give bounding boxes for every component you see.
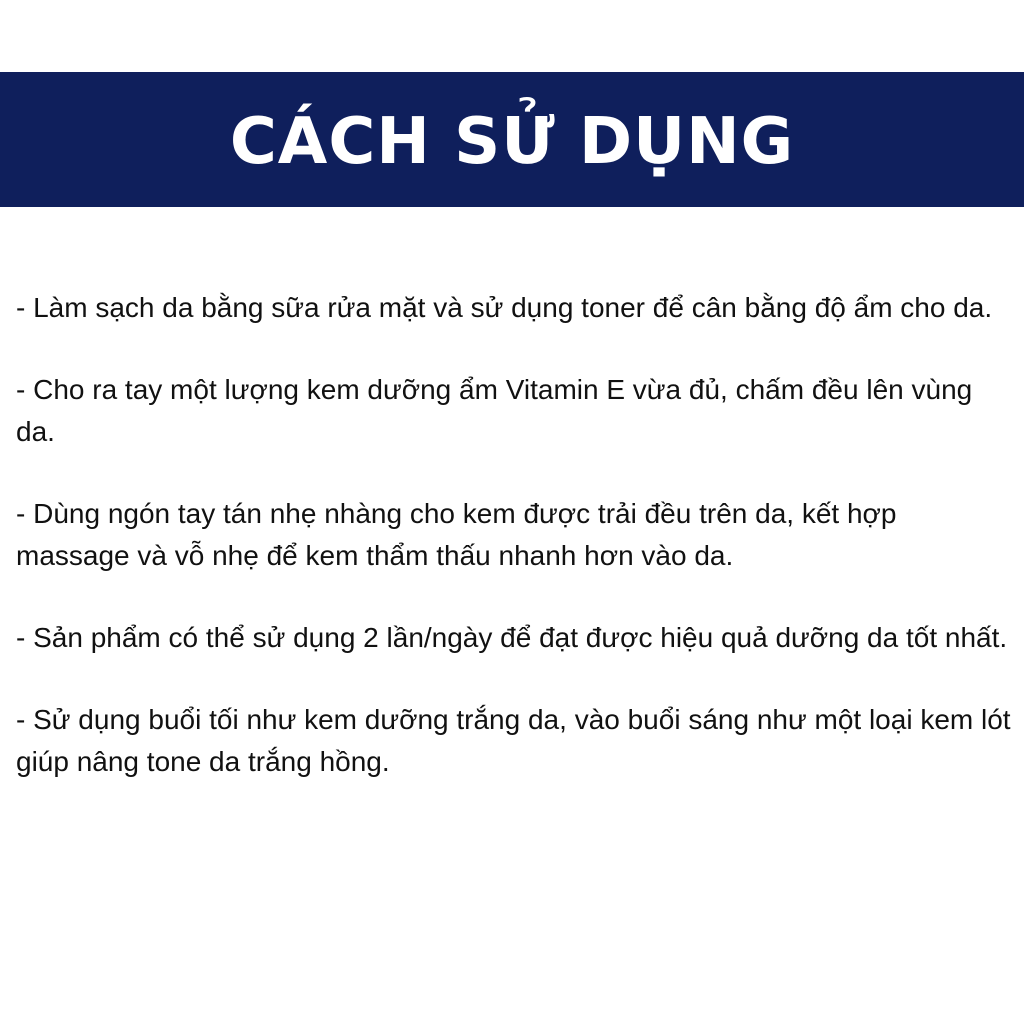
instruction-item-2: - Cho ra tay một lượng kem dưỡng ẩm Vitamin E vừa đủ, chấm đều lên vùng da. [16, 374, 973, 447]
instruction-item-4: - Sản phẩm có thể sử dụng 2 lần/ngày để đạt được hiệu quả dưỡng da tốt nhất. [16, 622, 1008, 653]
page-title: CÁCH SỬ DỤNG [229, 104, 795, 179]
header-banner [0, 72, 1024, 207]
instruction-item-3: - Dùng ngón tay tán nhẹ nhàng cho kem được trải đều trên da, kết hợp massage và vỗ nhẹ để kem thẩm thấu nhanh hơn vào da. [16, 498, 897, 571]
instructions-list [16, 287, 1016, 823]
instruction-item-1: - Làm sạch da bằng sữa rửa mặt và sử dụng toner để cân bằng độ ẩm cho da. [16, 292, 993, 323]
instruction-item-5: - Sử dụng buổi tối như kem dưỡng trắng da, vào buổi sáng như một loại kem lót giúp nâng tone da trắng hồng. [16, 704, 1011, 777]
